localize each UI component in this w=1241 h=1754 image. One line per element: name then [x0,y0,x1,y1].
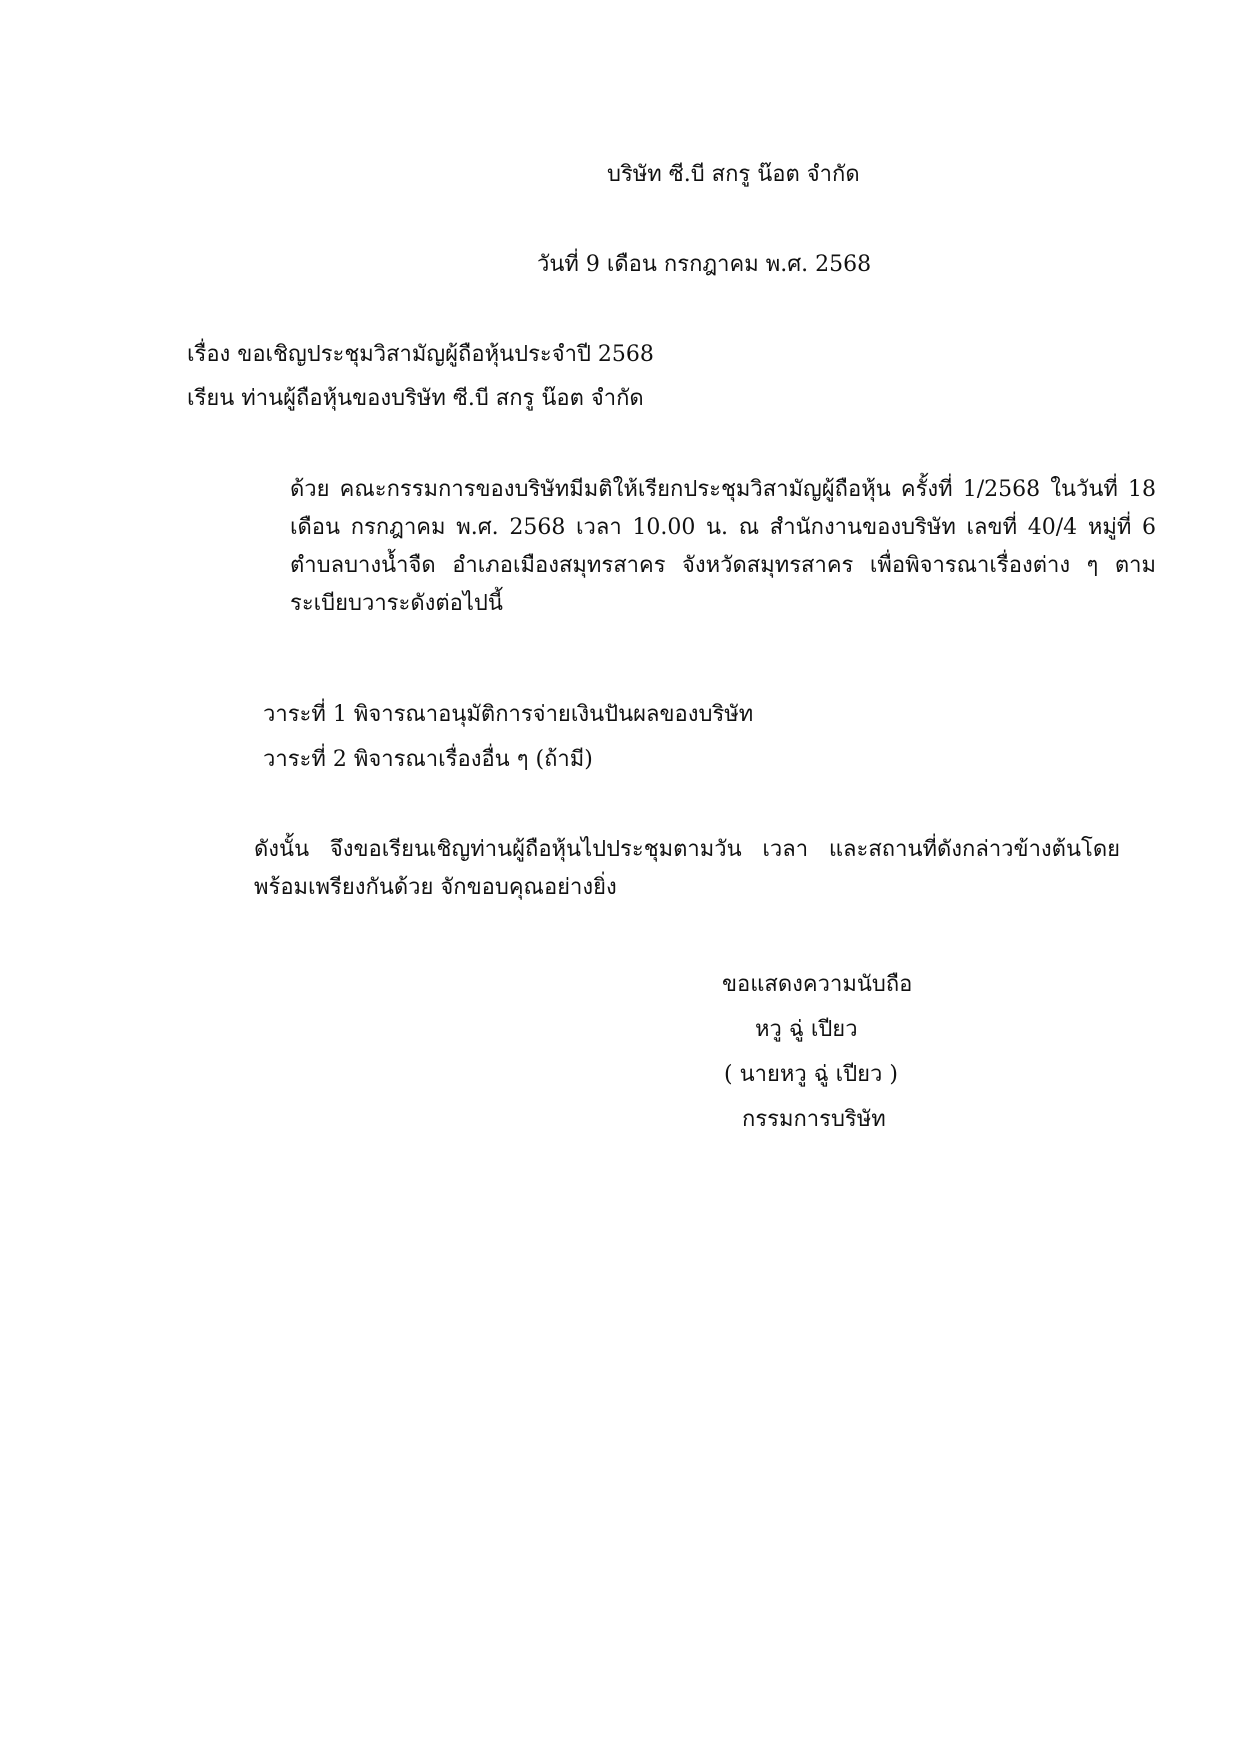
signer-full-name: ( นายหวู ฉู่ เปียว ) [724,1062,898,1087]
letter-date: วันที่ 9 เดือน กรกฎาคม พ.ศ. 2568 [537,252,872,277]
subject-line: เรื่อง ขอเชิญประชุมวิสามัญผู้ถือหุ้นประจำปี 2568 [187,342,654,367]
signer-name: หวู ฉู่ เปียว [755,1017,858,1042]
company-name: บริษัท ซี.บี สกรู น๊อต จำกัด [607,162,860,187]
invitation-paragraph: ด้วย คณะกรรมการของบริษัทมีมติให้เรียกประชุมวิสามัญผู้ถือหุ้น ครั้งที่ 1/2568 ในวันที่ 18 เดือน กรกฎาคม พ.ศ. 2568 เวลา 10.00 น. ณ สำนักงานของบริษัท เลขที่ 40/4 หมู่ที่ 6 ตำบลบางน้ำจืด อำเภอเมืองสมุทรสาคร จังหวัดสมุทรสาคร เพื่อพิจารณาเรื่องต่าง ๆ ตาม ระเบียบวาระดังต่อไปนี้ [290,477,1156,616]
closing-salutation: ขอแสดงความนับถือ [722,972,913,997]
closing-paragraph: ดังนั้น จึงขอเรียนเชิญท่านผู้ถือหุ้นไปประชุมตามวัน เวลา และสถานที่ดังกล่าวข้างต้นโดย พร้อมเพรียงกันด้วย จักขอบคุณอย่างยิ่ง [254,837,1120,900]
signer-position: กรรมการบริษัท [742,1107,886,1132]
recipient-line: เรียน ท่านผู้ถือหุ้นของบริษัท ซี.บี สกรู น๊อต จำกัด [187,386,644,411]
agenda-item-2: วาระที่ 2 พิจารณาเรื่องอื่น ๆ (ถ้ามี) [263,747,593,772]
agenda-item-1: วาระที่ 1 พิจารณาอนุมัติการจ่ายเงินปันผลของบริษัท [263,702,754,727]
